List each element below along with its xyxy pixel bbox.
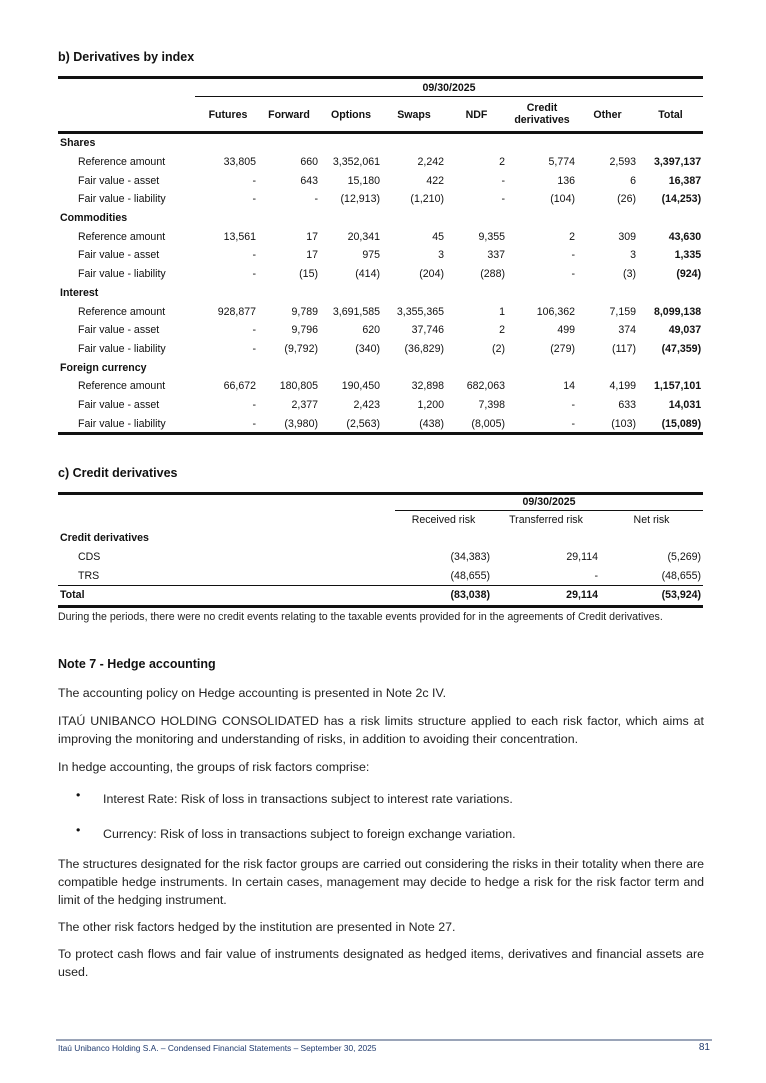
- table-bottom-rule: [58, 432, 703, 435]
- group-label: Foreign currency: [60, 361, 147, 374]
- row-label: CDS: [78, 551, 101, 564]
- group-row: [58, 529, 703, 548]
- note7-paragraph: The structures designated for the risk factor groups are carried out considering the risks in their totality when there are compatible hedge instruments. In certain cases, management may decide to hedge a risk for the risk factor term and limit of the hedging instrument.: [58, 857, 705, 907]
- cell: (83,038): [450, 589, 490, 602]
- date-underline: [195, 96, 703, 97]
- cell: (15): [299, 268, 318, 281]
- cell: (2,563): [346, 417, 380, 430]
- cell: 3,691,585: [332, 305, 380, 318]
- note7-paragraph: The other risk factors hedged by the institution are presented in Note 27.: [58, 920, 456, 934]
- cell: 9,355: [478, 230, 505, 243]
- credit-date-underline: [395, 510, 703, 511]
- table-row: [58, 377, 703, 396]
- cell: (34,383): [450, 551, 490, 564]
- bullet-icon: •: [76, 823, 81, 837]
- col-net-risk: Net risk: [633, 514, 670, 526]
- cell: 2: [569, 230, 575, 243]
- table-row: [58, 566, 703, 585]
- row-label: Fair value - asset: [78, 174, 160, 187]
- row-label: Reference amount: [78, 305, 166, 318]
- cell: (204): [419, 268, 444, 281]
- cell: 682,063: [466, 380, 505, 393]
- cell: 29,114: [566, 551, 598, 564]
- credit-derivatives-table: [58, 529, 703, 605]
- table-row: [58, 171, 703, 190]
- footer-divider: [56, 1039, 712, 1041]
- cell: 106,362: [536, 305, 575, 318]
- cell: (117): [612, 342, 636, 355]
- column-header: Futures: [208, 109, 248, 121]
- cell: 620: [362, 324, 380, 337]
- cell: 17: [306, 230, 318, 243]
- cell: (26): [617, 193, 636, 206]
- cell: 66,672: [223, 380, 256, 393]
- cell: (340): [355, 342, 380, 355]
- cell: (2): [492, 342, 505, 355]
- cell: -: [314, 193, 318, 206]
- cell: 29,114: [566, 589, 598, 602]
- cell: -: [252, 342, 256, 355]
- cell: -: [571, 398, 575, 411]
- note7-paragraph: To protect cash flows and fair value of instruments designated as hedged items, derivatives and financial assets are used.: [58, 947, 704, 979]
- group-row: [58, 358, 703, 377]
- col-transferred-risk: Transferred risk: [509, 514, 583, 526]
- table-row: [58, 153, 703, 172]
- credit-table-top-rule: [58, 492, 703, 495]
- cell: 2: [499, 156, 505, 169]
- table-row: [58, 302, 703, 321]
- cell: 928,877: [217, 305, 256, 318]
- cell: (104): [550, 193, 575, 206]
- cell: (279): [550, 342, 575, 355]
- cell: 7,398: [478, 398, 505, 411]
- cell: 17: [306, 249, 318, 262]
- note7-paragraph: The accounting policy on Hedge accounting is presented in Note 2c IV.: [58, 686, 447, 700]
- cell: 6: [630, 174, 636, 187]
- cell: (288): [480, 268, 505, 281]
- cell: (414): [355, 268, 380, 281]
- bullet-item: Currency: Risk of loss in transactions subject to foreign exchange variation.: [103, 827, 516, 841]
- cell: (48,655): [661, 569, 702, 582]
- column-header: Other: [593, 109, 622, 121]
- row-label: Fair value - liability: [78, 342, 166, 355]
- cell: 190,450: [341, 380, 380, 393]
- cell: -: [252, 193, 256, 206]
- row-label: Fair value - liability: [78, 268, 166, 281]
- section-b-title: b) Derivatives by index: [58, 50, 195, 64]
- total-cell: 3,397,137: [653, 156, 702, 169]
- section-c-title: c) Credit derivatives: [58, 466, 178, 480]
- group-row: [58, 134, 703, 153]
- table-row: [58, 340, 703, 359]
- cell: 337: [487, 249, 505, 262]
- total-cell: (47,359): [661, 342, 702, 355]
- row-label: Fair value - liability: [78, 193, 166, 206]
- cell: -: [252, 417, 256, 430]
- total-cell: 8,099,138: [653, 305, 702, 318]
- table-row: [58, 414, 703, 433]
- row-label: Fair value - asset: [78, 324, 160, 337]
- cell: 374: [618, 324, 636, 337]
- cell: -: [252, 174, 256, 187]
- cell: 37,746: [411, 324, 444, 337]
- row-label: TRS: [78, 569, 100, 582]
- cell: (3,980): [284, 417, 318, 430]
- table-date-header: 09/30/2025: [422, 82, 476, 94]
- cell: 45: [432, 230, 444, 243]
- total-cell: 43,630: [668, 230, 702, 243]
- credit-note: During the periods, there were no credit events relating to the taxable events provided for in the agreements of Credit derivatives.: [58, 611, 663, 623]
- cell: -: [571, 268, 575, 281]
- cell: 1,200: [417, 398, 444, 411]
- cell: 5,774: [548, 156, 575, 169]
- total-cell: 1,157,101: [653, 380, 702, 393]
- cell: -: [501, 174, 505, 187]
- cell: 14: [563, 380, 575, 393]
- table-row: [58, 265, 703, 284]
- footer-text: Itaú Unibanco Holding S.A. – Condensed Financial Statements – September 30, 2025: [58, 1043, 377, 1053]
- cell: 3,355,365: [396, 305, 444, 318]
- cell: (48,655): [450, 569, 490, 582]
- cell: -: [252, 324, 256, 337]
- row-label: Fair value - liability: [78, 417, 166, 430]
- cell: -: [571, 417, 575, 430]
- cell: 2,242: [417, 156, 444, 169]
- credit-table-bottom-rule: [58, 605, 703, 608]
- column-header: Total: [658, 109, 683, 121]
- total-cell: (14,253): [661, 193, 702, 206]
- group-row: [58, 284, 703, 303]
- column-header: Forward: [268, 109, 310, 121]
- total-cell: 1,335: [674, 249, 702, 262]
- cell: (8,005): [471, 417, 505, 430]
- cell: 2,377: [291, 398, 318, 411]
- cell: (36,829): [404, 342, 444, 355]
- total-cell: 16,387: [668, 174, 702, 187]
- row-label: Fair value - asset: [78, 398, 160, 411]
- cell: 13,561: [223, 230, 256, 243]
- column-header: Options: [330, 109, 372, 121]
- cell: -: [501, 193, 505, 206]
- credit-date-header: 09/30/2025: [522, 496, 576, 508]
- bullet-item: Interest Rate: Risk of loss in transactions subject to interest rate variations.: [103, 792, 513, 806]
- group-row: [58, 209, 703, 228]
- cell: -: [571, 249, 575, 262]
- table-row: [58, 548, 703, 567]
- note7-title: Note 7 - Hedge accounting: [58, 657, 216, 671]
- column-header: NDF: [465, 109, 488, 121]
- cell: 4,199: [609, 380, 636, 393]
- cell: (3): [623, 268, 636, 281]
- cell: 180,805: [279, 380, 318, 393]
- cell: 9,796: [291, 324, 318, 337]
- cell: -: [252, 398, 256, 411]
- cell: (5,269): [667, 551, 702, 564]
- note7-paragraph: In hedge accounting, the groups of risk factors comprise:: [58, 760, 370, 774]
- column-header: Credit derivatives: [514, 102, 570, 126]
- row-label: Reference amount: [78, 380, 166, 393]
- cell: 660: [300, 156, 318, 169]
- row-label: Reference amount: [78, 230, 166, 243]
- cell: 633: [618, 398, 636, 411]
- total-row: [58, 586, 703, 605]
- cell: (103): [611, 417, 636, 430]
- group-label: Interest: [60, 286, 99, 299]
- cell: 15,180: [347, 174, 380, 187]
- group-label: Commodities: [60, 212, 128, 225]
- table-row: [58, 396, 703, 415]
- cell: 136: [557, 174, 575, 187]
- total-cell: 49,037: [668, 324, 702, 337]
- col-received-risk: Received risk: [411, 514, 476, 526]
- derivatives-by-index-table: [58, 134, 703, 433]
- table-top-rule: [58, 76, 703, 79]
- cell: 975: [362, 249, 380, 262]
- page-number: 81: [698, 1042, 710, 1053]
- cell: -: [252, 268, 256, 281]
- cell: 2,593: [609, 156, 636, 169]
- cell: 9,789: [291, 305, 318, 318]
- cell: 643: [300, 174, 318, 187]
- cell: 3,352,061: [332, 156, 380, 169]
- cell: 3: [630, 249, 636, 262]
- table-row: [58, 190, 703, 209]
- cell: 33,805: [223, 156, 256, 169]
- cell: (53,924): [661, 589, 702, 602]
- total-label: Total: [60, 589, 85, 602]
- cell: 2: [499, 324, 505, 337]
- table-row: [58, 246, 703, 265]
- cell: 2,423: [353, 398, 380, 411]
- cell: (12,913): [340, 193, 380, 206]
- cell: 32,898: [411, 380, 444, 393]
- total-cell: (15,089): [661, 417, 702, 430]
- bullet-icon: •: [76, 788, 81, 802]
- cell: (9,792): [284, 342, 318, 355]
- total-cell: (924): [676, 268, 702, 281]
- cell: -: [594, 569, 598, 582]
- column-header: Swaps: [397, 109, 431, 121]
- table-row: [58, 321, 703, 340]
- cell: (1,210): [410, 193, 444, 206]
- table-row: [58, 227, 703, 246]
- group-label: Shares: [60, 137, 96, 150]
- cell: 309: [618, 230, 636, 243]
- cell: -: [252, 249, 256, 262]
- cell: 3: [438, 249, 444, 262]
- cell: (438): [419, 417, 444, 430]
- cell: 7,159: [609, 305, 636, 318]
- note7-paragraph: ITAÚ UNIBANCO HOLDING CONSOLIDATED has a risk limits structure applied to each risk factor, which aims at improving the monitoring and understanding of risks, in addition to avoiding their concentration.: [58, 714, 704, 746]
- cell: 499: [557, 324, 575, 337]
- group-label: Credit derivatives: [60, 532, 149, 545]
- row-label: Fair value - asset: [78, 249, 160, 262]
- row-label: Reference amount: [78, 156, 166, 169]
- cell: 1: [499, 305, 505, 318]
- total-cell: 14,031: [668, 398, 702, 411]
- cell: 20,341: [347, 230, 380, 243]
- cell: 422: [426, 174, 444, 187]
